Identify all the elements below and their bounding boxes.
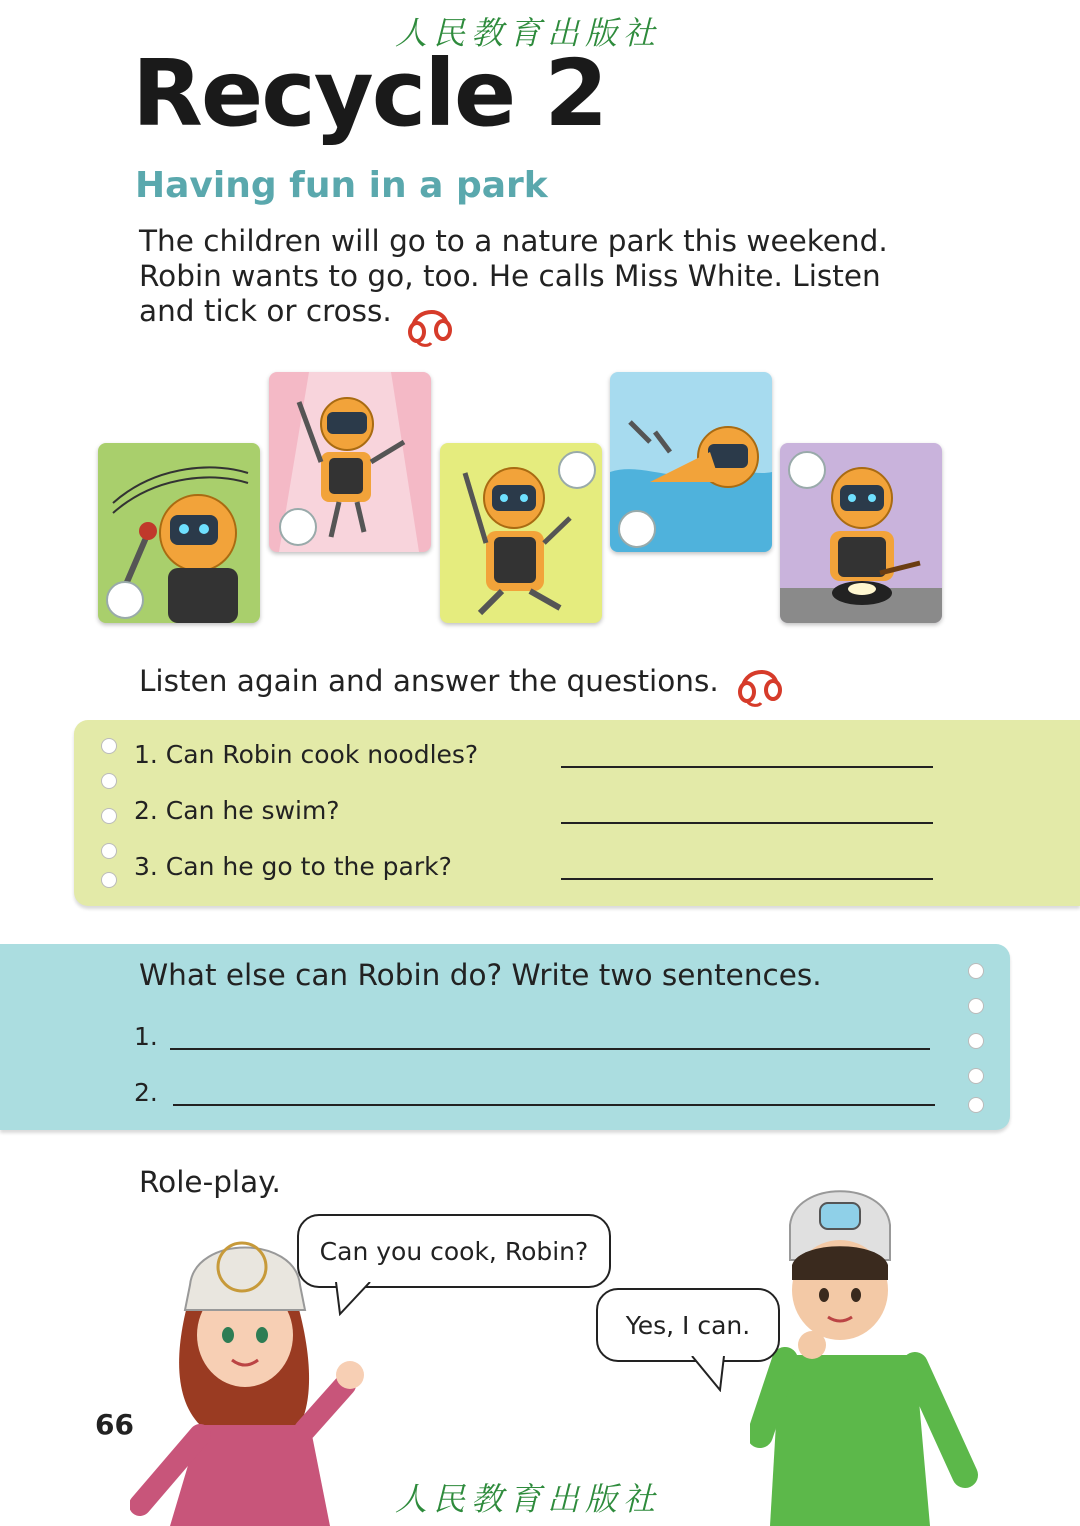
notebook-ring-icon: [968, 1068, 984, 1084]
write-prompt: What else can Robin do? Write two sentences.: [139, 958, 822, 992]
section-subtitle: Having fun in a park: [135, 165, 548, 206]
write-line-2[interactable]: [173, 1104, 935, 1106]
notebook-ring-icon: [101, 773, 117, 789]
notebook-ring-icon: [968, 963, 984, 979]
activity-card-sing: [98, 443, 260, 623]
page-number: 66: [95, 1408, 134, 1441]
headphones-icon: [405, 300, 455, 348]
bubble-girl-text: Can you cook, Robin?: [319, 1236, 589, 1266]
answer-circle[interactable]: [788, 451, 826, 489]
answer-circle[interactable]: [558, 451, 596, 489]
answer-line-3[interactable]: [561, 878, 933, 880]
notebook-ring-icon: [968, 1097, 984, 1113]
write-number-2: 2.: [134, 1078, 158, 1107]
watermark-top: 人民教育出版社: [395, 14, 662, 52]
answer-circle[interactable]: [618, 510, 656, 548]
bubble-tail-girl: [334, 1282, 374, 1316]
question-2: 2. Can he swim?: [134, 796, 340, 825]
notebook-ring-icon: [101, 808, 117, 824]
activity-card-cook: [780, 443, 942, 623]
headphones-icon: [735, 660, 785, 708]
write-number-1: 1.: [134, 1022, 158, 1051]
question-1: 1. Can Robin cook noodles?: [134, 740, 479, 769]
listen-again-instruction: Listen again and answer the questions.: [139, 664, 719, 698]
notebook-ring-icon: [968, 998, 984, 1014]
activity-card-swim: [610, 372, 772, 552]
watermark-bottom: 人民教育出版社: [395, 1480, 662, 1518]
answer-line-2[interactable]: [561, 822, 933, 824]
bubble-boy-text: Yes, I can.: [625, 1310, 751, 1340]
page-title: Recycle 2: [132, 40, 607, 147]
speech-bubble-girl: [297, 1214, 611, 1288]
notebook-ring-icon: [968, 1033, 984, 1049]
write-line-1[interactable]: [170, 1048, 930, 1050]
intro-paragraph: The children will go to a nature park this weekend. Robin wants to go, too. He calls Miss White. Listen and tick or cross.: [139, 224, 888, 328]
activity-card-dance: [269, 372, 431, 552]
activity-card-kungfu: [440, 443, 602, 623]
boy-illustration: [750, 1185, 980, 1526]
bubble-tail-boy: [690, 1356, 730, 1392]
notebook-ring-icon: [101, 738, 117, 754]
answer-circle[interactable]: [279, 508, 317, 546]
notebook-ring-icon: [101, 843, 117, 859]
answer-line-1[interactable]: [561, 766, 933, 768]
speech-bubble-boy: [596, 1288, 780, 1362]
roleplay-instruction: Role-play.: [139, 1165, 281, 1199]
answer-circle[interactable]: [106, 581, 144, 619]
notebook-ring-icon: [101, 872, 117, 888]
question-3: 3. Can he go to the park?: [134, 852, 452, 881]
